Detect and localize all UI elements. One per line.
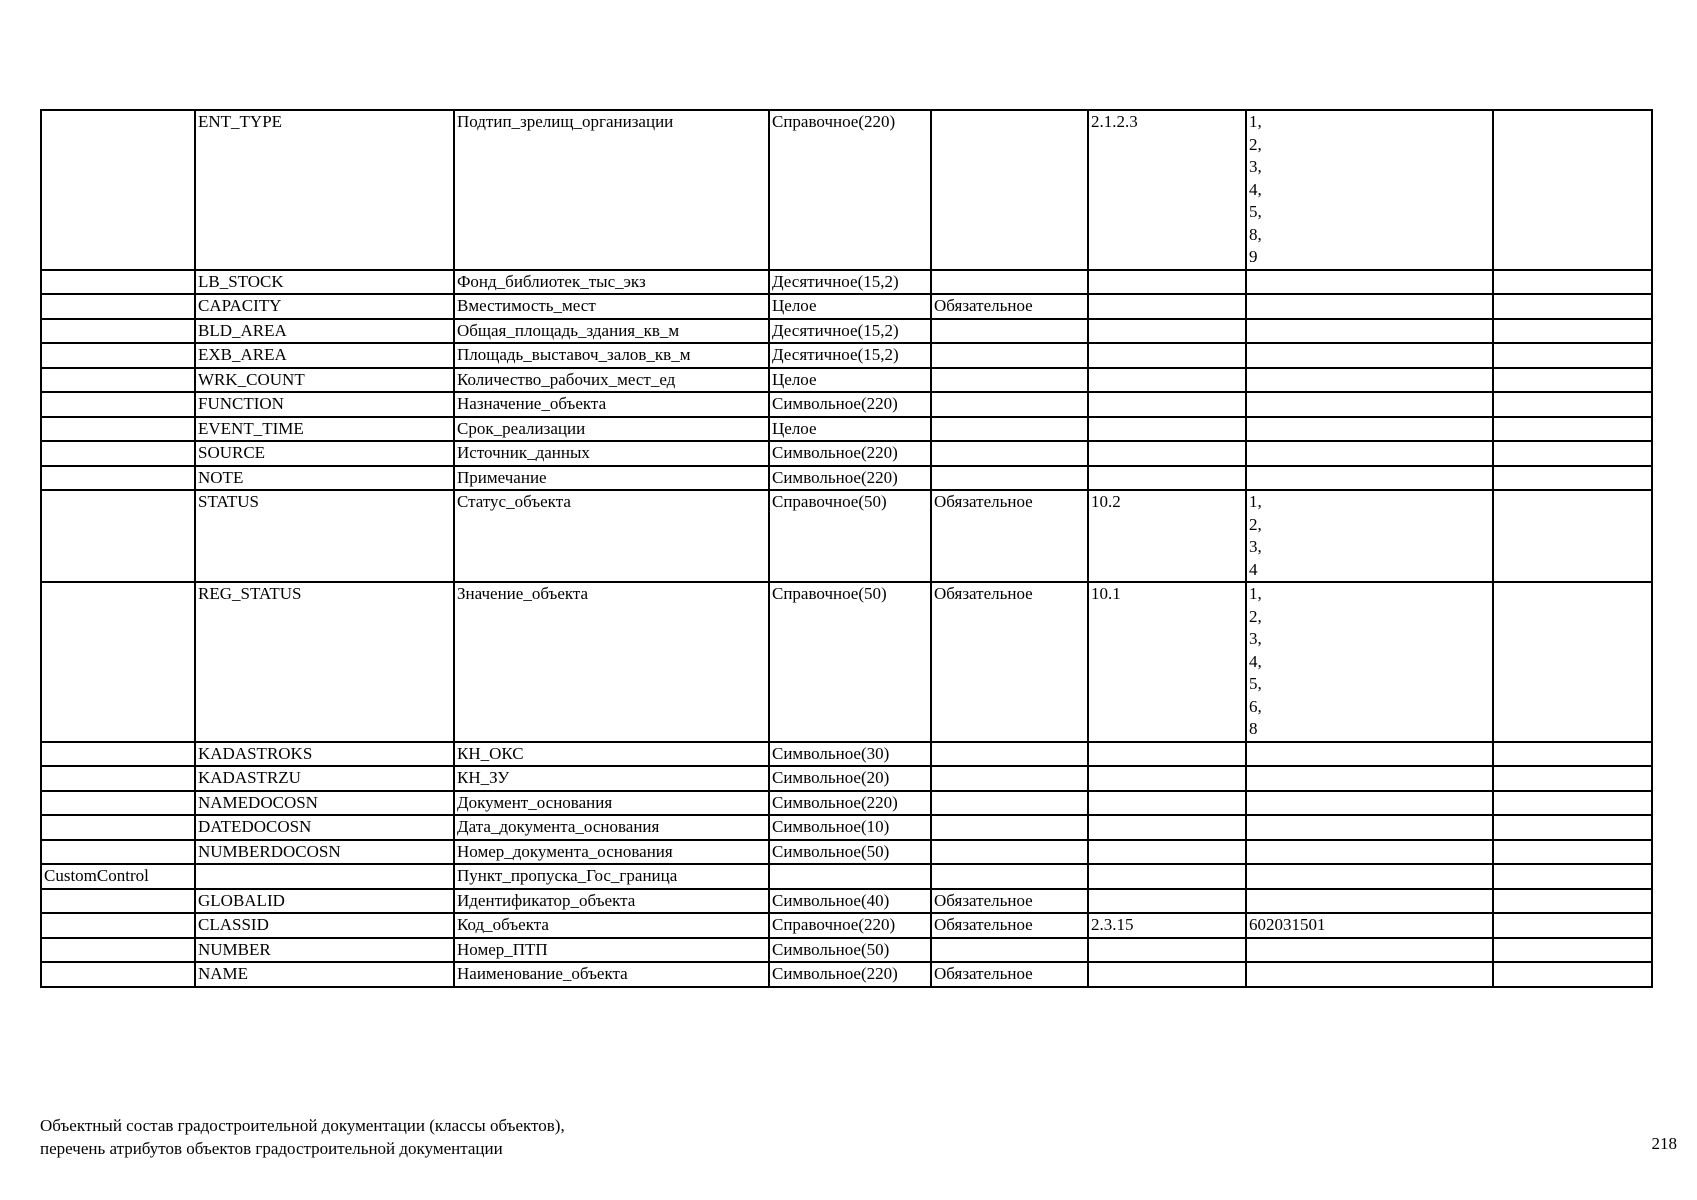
- field-name-cell: CAPACITY: [195, 294, 454, 319]
- required-cell: [931, 742, 1088, 767]
- required-cell: Обязательное: [931, 294, 1088, 319]
- field-name-cell: ENT_TYPE: [195, 110, 454, 270]
- data-type-cell: Символьное(220): [769, 962, 931, 987]
- table-row: [41, 889, 1652, 914]
- table-row: [41, 490, 1652, 582]
- field-alias-cell: Срок_реализации: [454, 417, 769, 442]
- class-name-cell: [41, 582, 195, 742]
- reference-cell: [1088, 270, 1246, 295]
- table-row: [41, 582, 1652, 742]
- required-cell: [931, 938, 1088, 963]
- field-alias-cell: Количество_рабочих_мест_ед: [454, 368, 769, 393]
- reference-cell: [1088, 343, 1246, 368]
- reference-cell: [1088, 840, 1246, 865]
- class-name-cell: [41, 392, 195, 417]
- reference-cell: [1088, 791, 1246, 816]
- reference-cell: [1088, 368, 1246, 393]
- table-row: [41, 466, 1652, 491]
- field-alias-cell: Номер_документа_основания: [454, 840, 769, 865]
- required-cell: [931, 110, 1088, 270]
- data-type-cell: Символьное(30): [769, 742, 931, 767]
- values-cell: [1246, 417, 1493, 442]
- required-cell: [931, 270, 1088, 295]
- footer-caption-line-2: перечень атрибутов объектов градостроительной документации: [40, 1139, 503, 1158]
- values-cell: [1246, 742, 1493, 767]
- required-cell: Обязательное: [931, 889, 1088, 914]
- values-cell: [1246, 840, 1493, 865]
- required-cell: Обязательное: [931, 962, 1088, 987]
- table-row: [41, 962, 1652, 987]
- required-cell: [931, 840, 1088, 865]
- note-cell: [1493, 110, 1652, 270]
- table-row: [41, 864, 1652, 889]
- table-row: [41, 766, 1652, 791]
- footer-caption: [40, 1114, 565, 1160]
- values-cell: 602031501: [1246, 913, 1493, 938]
- reference-cell: [1088, 417, 1246, 442]
- field-name-cell: EVENT_TIME: [195, 417, 454, 442]
- field-name-cell: DATEDOCOSN: [195, 815, 454, 840]
- data-type-cell: Справочное(50): [769, 490, 931, 582]
- required-cell: [931, 392, 1088, 417]
- field-name-cell: STATUS: [195, 490, 454, 582]
- reference-cell: [1088, 889, 1246, 914]
- table-row: [41, 319, 1652, 344]
- reference-cell: [1088, 319, 1246, 344]
- data-type-cell: Справочное(220): [769, 110, 931, 270]
- required-cell: [931, 417, 1088, 442]
- note-cell: [1493, 343, 1652, 368]
- table-row: [41, 742, 1652, 767]
- class-name-cell: [41, 270, 195, 295]
- table-row: [41, 110, 1652, 270]
- class-name-cell: CustomControl: [41, 864, 195, 889]
- values-cell: [1246, 368, 1493, 393]
- reference-cell: [1088, 441, 1246, 466]
- class-name-cell: [41, 417, 195, 442]
- reference-cell: [1088, 815, 1246, 840]
- values-cell: [1246, 889, 1493, 914]
- values-cell: [1246, 938, 1493, 963]
- class-name-cell: [41, 110, 195, 270]
- data-type-cell: Символьное(10): [769, 815, 931, 840]
- class-name-cell: [41, 840, 195, 865]
- note-cell: [1493, 913, 1652, 938]
- field-alias-cell: Примечание: [454, 466, 769, 491]
- note-cell: [1493, 938, 1652, 963]
- values-cell: [1246, 441, 1493, 466]
- reference-cell: [1088, 938, 1246, 963]
- reference-cell: 10.1: [1088, 582, 1246, 742]
- field-name-cell: KADASTRZU: [195, 766, 454, 791]
- class-name-cell: [41, 766, 195, 791]
- required-cell: [931, 815, 1088, 840]
- values-cell: [1246, 815, 1493, 840]
- field-name-cell: [195, 864, 454, 889]
- data-type-cell: Символьное(50): [769, 840, 931, 865]
- page-number: 218: [1651, 1134, 1677, 1153]
- data-type-cell: Целое: [769, 368, 931, 393]
- table-row: [41, 270, 1652, 295]
- reference-cell: [1088, 294, 1246, 319]
- values-cell: 1, 2, 3, 4, 5, 8, 9: [1246, 110, 1493, 270]
- table-row: [41, 343, 1652, 368]
- class-name-cell: [41, 466, 195, 491]
- data-type-cell: Десятичное(15,2): [769, 343, 931, 368]
- table-row: [41, 392, 1652, 417]
- table-row: [41, 840, 1652, 865]
- field-alias-cell: Номер_ПТП: [454, 938, 769, 963]
- field-name-cell: EXB_AREA: [195, 343, 454, 368]
- values-cell: [1246, 392, 1493, 417]
- note-cell: [1493, 417, 1652, 442]
- note-cell: [1493, 319, 1652, 344]
- required-cell: [931, 864, 1088, 889]
- data-type-cell: [769, 864, 931, 889]
- required-cell: Обязательное: [931, 582, 1088, 742]
- required-cell: Обязательное: [931, 913, 1088, 938]
- class-name-cell: [41, 742, 195, 767]
- note-cell: [1493, 962, 1652, 987]
- reference-cell: [1088, 466, 1246, 491]
- field-alias-cell: Документ_основания: [454, 791, 769, 816]
- field-alias-cell: Наименование_объекта: [454, 962, 769, 987]
- field-alias-cell: Назначение_объекта: [454, 392, 769, 417]
- reference-cell: [1088, 864, 1246, 889]
- field-name-cell: GLOBALID: [195, 889, 454, 914]
- data-type-cell: Целое: [769, 294, 931, 319]
- note-cell: [1493, 766, 1652, 791]
- class-name-cell: [41, 490, 195, 582]
- table-row: [41, 913, 1652, 938]
- field-name-cell: NOTE: [195, 466, 454, 491]
- field-name-cell: WRK_COUNT: [195, 368, 454, 393]
- field-alias-cell: Код_объекта: [454, 913, 769, 938]
- data-type-cell: Символьное(220): [769, 441, 931, 466]
- field-name-cell: CLASSID: [195, 913, 454, 938]
- field-alias-cell: КН_ЗУ: [454, 766, 769, 791]
- data-type-cell: Символьное(50): [769, 938, 931, 963]
- reference-cell: [1088, 742, 1246, 767]
- table-body: [41, 110, 1652, 987]
- data-type-cell: Десятичное(15,2): [769, 319, 931, 344]
- required-cell: [931, 319, 1088, 344]
- required-cell: [931, 466, 1088, 491]
- data-type-cell: Десятичное(15,2): [769, 270, 931, 295]
- data-type-cell: Символьное(220): [769, 392, 931, 417]
- field-name-cell: NAME: [195, 962, 454, 987]
- field-name-cell: NUMBER: [195, 938, 454, 963]
- class-name-cell: [41, 815, 195, 840]
- data-type-cell: Символьное(220): [769, 466, 931, 491]
- data-type-cell: Целое: [769, 417, 931, 442]
- field-alias-cell: Идентификатор_объекта: [454, 889, 769, 914]
- class-name-cell: [41, 889, 195, 914]
- field-name-cell: BLD_AREA: [195, 319, 454, 344]
- note-cell: [1493, 368, 1652, 393]
- table-row: [41, 294, 1652, 319]
- note-cell: [1493, 791, 1652, 816]
- required-cell: [931, 368, 1088, 393]
- class-name-cell: [41, 962, 195, 987]
- field-name-cell: KADASTROKS: [195, 742, 454, 767]
- data-type-cell: Справочное(50): [769, 582, 931, 742]
- field-name-cell: LB_STOCK: [195, 270, 454, 295]
- note-cell: [1493, 889, 1652, 914]
- class-name-cell: [41, 294, 195, 319]
- class-name-cell: [41, 938, 195, 963]
- values-cell: [1246, 864, 1493, 889]
- field-name-cell: SOURCE: [195, 441, 454, 466]
- field-alias-cell: Фонд_библиотек_тыс_экз: [454, 270, 769, 295]
- field-alias-cell: Площадь_выставоч_залов_кв_м: [454, 343, 769, 368]
- note-cell: [1493, 815, 1652, 840]
- table-row: [41, 791, 1652, 816]
- class-name-cell: [41, 343, 195, 368]
- note-cell: [1493, 490, 1652, 582]
- footer-caption-line-1: Объектный состав градостроительной документации (классы объектов),: [40, 1116, 565, 1135]
- table-row: [41, 368, 1652, 393]
- field-name-cell: NAMEDOCOSN: [195, 791, 454, 816]
- reference-cell: [1088, 766, 1246, 791]
- note-cell: [1493, 582, 1652, 742]
- values-cell: [1246, 466, 1493, 491]
- field-alias-cell: Значение_объекта: [454, 582, 769, 742]
- values-cell: 1, 2, 3, 4, 5, 6, 8: [1246, 582, 1493, 742]
- data-type-cell: Символьное(40): [769, 889, 931, 914]
- required-cell: [931, 791, 1088, 816]
- field-alias-cell: Вместимость_мест: [454, 294, 769, 319]
- field-name-cell: FUNCTION: [195, 392, 454, 417]
- reference-cell: [1088, 962, 1246, 987]
- note-cell: [1493, 742, 1652, 767]
- field-alias-cell: Дата_документа_основания: [454, 815, 769, 840]
- note-cell: [1493, 864, 1652, 889]
- note-cell: [1493, 466, 1652, 491]
- values-cell: [1246, 766, 1493, 791]
- class-name-cell: [41, 441, 195, 466]
- field-alias-cell: Источник_данных: [454, 441, 769, 466]
- note-cell: [1493, 270, 1652, 295]
- data-type-cell: Символьное(20): [769, 766, 931, 791]
- required-cell: [931, 441, 1088, 466]
- reference-cell: 2.1.2.3: [1088, 110, 1246, 270]
- attribute-table: [40, 109, 1653, 988]
- class-name-cell: [41, 791, 195, 816]
- values-cell: [1246, 343, 1493, 368]
- field-alias-cell: Статус_объекта: [454, 490, 769, 582]
- values-cell: [1246, 962, 1493, 987]
- reference-cell: 10.2: [1088, 490, 1246, 582]
- table-row: [41, 417, 1652, 442]
- values-cell: [1246, 791, 1493, 816]
- note-cell: [1493, 392, 1652, 417]
- required-cell: [931, 343, 1088, 368]
- field-alias-cell: Общая_площадь_здания_кв_м: [454, 319, 769, 344]
- table-row: [41, 938, 1652, 963]
- field-alias-cell: КН_ОКС: [454, 742, 769, 767]
- field-name-cell: NUMBERDOCOSN: [195, 840, 454, 865]
- field-alias-cell: Подтип_зрелищ_организации: [454, 110, 769, 270]
- values-cell: [1246, 294, 1493, 319]
- values-cell: [1246, 270, 1493, 295]
- reference-cell: [1088, 392, 1246, 417]
- class-name-cell: [41, 368, 195, 393]
- class-name-cell: [41, 913, 195, 938]
- required-cell: Обязательное: [931, 490, 1088, 582]
- note-cell: [1493, 441, 1652, 466]
- note-cell: [1493, 294, 1652, 319]
- values-cell: 1, 2, 3, 4: [1246, 490, 1493, 582]
- table-row: [41, 441, 1652, 466]
- table-row: [41, 815, 1652, 840]
- note-cell: [1493, 840, 1652, 865]
- data-type-cell: Символьное(220): [769, 791, 931, 816]
- class-name-cell: [41, 319, 195, 344]
- required-cell: [931, 766, 1088, 791]
- data-type-cell: Справочное(220): [769, 913, 931, 938]
- reference-cell: 2.3.15: [1088, 913, 1246, 938]
- field-alias-cell: Пункт_пропуска_Гос_граница: [454, 864, 769, 889]
- values-cell: [1246, 319, 1493, 344]
- field-name-cell: REG_STATUS: [195, 582, 454, 742]
